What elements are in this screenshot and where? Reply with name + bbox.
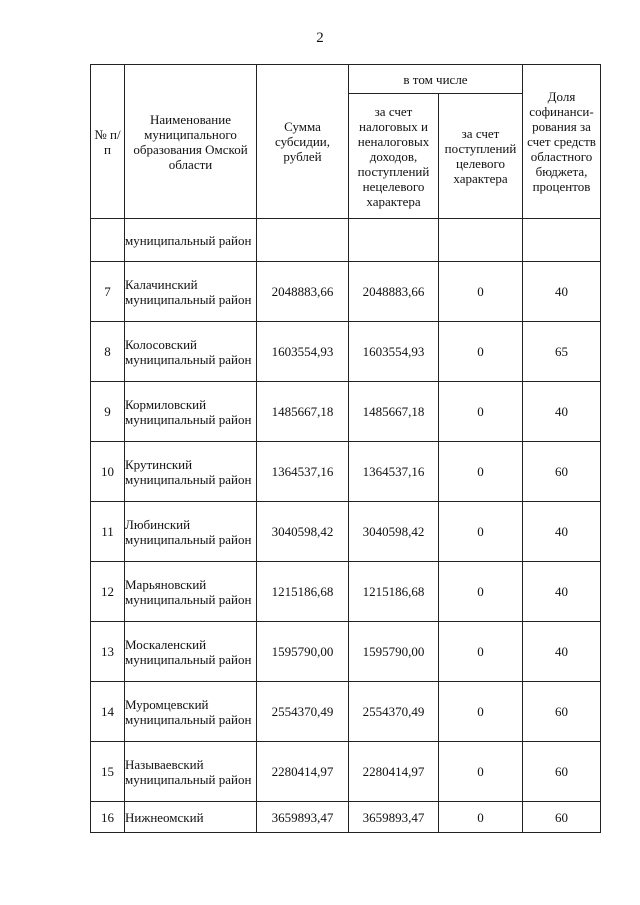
cell-share: 40 — [523, 622, 601, 682]
cell-sum: 1364537,16 — [257, 442, 349, 502]
cell-sum: 1603554,93 — [257, 322, 349, 382]
cell-share: 65 — [523, 322, 601, 382]
cell-target — [439, 219, 523, 262]
header-including: в том числе — [349, 65, 523, 94]
cell-nontarget: 2554370,49 — [349, 682, 439, 742]
cell-municipality: Москаленский муниципальный район — [125, 622, 257, 682]
cell-municipality: Марьяновский муниципальный район — [125, 562, 257, 622]
cell-share: 40 — [523, 562, 601, 622]
table-row — [91, 442, 601, 502]
cell-number: 7 — [91, 262, 125, 322]
table-row-continuation — [91, 219, 601, 262]
cell-target: 0 — [439, 562, 523, 622]
cell-municipality: Любинский муниципальный район — [125, 502, 257, 562]
table-row-last — [91, 802, 601, 833]
cell-nontarget: 1485667,18 — [349, 382, 439, 442]
cell-number: 14 — [91, 682, 125, 742]
cell-sum: 1595790,00 — [257, 622, 349, 682]
cell-sum — [257, 219, 349, 262]
cell-target: 0 — [439, 442, 523, 502]
cell-municipality: Калачинский муниципальный район — [125, 262, 257, 322]
table-row — [91, 382, 601, 442]
subsidy-table — [90, 64, 601, 833]
table-row — [91, 622, 601, 682]
cell-number: 13 — [91, 622, 125, 682]
cell-nontarget: 1364537,16 — [349, 442, 439, 502]
cell-share: 60 — [523, 442, 601, 502]
cell-sum: 1485667,18 — [257, 382, 349, 442]
cell-target: 0 — [439, 382, 523, 442]
cell-municipality: муниципальный район — [125, 219, 257, 262]
cell-sum: 2280414,97 — [257, 742, 349, 802]
cell-municipality: Называевский муниципальный район — [125, 742, 257, 802]
cell-target: 0 — [439, 262, 523, 322]
cell-number: 15 — [91, 742, 125, 802]
cell-number: 10 — [91, 442, 125, 502]
cell-number — [91, 219, 125, 262]
cell-share — [523, 219, 601, 262]
table-row — [91, 502, 601, 562]
cell-sum: 2554370,49 — [257, 682, 349, 742]
cell-share: 60 — [523, 682, 601, 742]
header-nontarget-income: за счет налоговых и неналоговых доходов, поступлений нецелевого характера — [349, 94, 439, 219]
cell-municipality: Колосовский муниципальный район — [125, 322, 257, 382]
cell-nontarget: 3040598,42 — [349, 502, 439, 562]
cell-sum: 3040598,42 — [257, 502, 349, 562]
table-row — [91, 262, 601, 322]
header-number: № п/п — [91, 65, 125, 219]
cell-number: 9 — [91, 382, 125, 442]
cell-nontarget: 1603554,93 — [349, 322, 439, 382]
cell-number: 16 — [91, 802, 125, 833]
cell-target: 0 — [439, 502, 523, 562]
table-row — [91, 742, 601, 802]
header-municipality: Наименование муниципального образования Омской области — [125, 65, 257, 219]
cell-target: 0 — [439, 802, 523, 833]
page-number: 2 — [316, 30, 324, 46]
cell-nontarget: 3659893,47 — [349, 802, 439, 833]
header-cofinancing-share: Доля софинанси-рования за счет средств областного бюджета, процентов — [523, 65, 601, 219]
cell-number: 12 — [91, 562, 125, 622]
cell-sum: 2048883,66 — [257, 262, 349, 322]
cell-nontarget: 2280414,97 — [349, 742, 439, 802]
cell-nontarget: 1595790,00 — [349, 622, 439, 682]
cell-nontarget: 1215186,68 — [349, 562, 439, 622]
cell-nontarget: 2048883,66 — [349, 262, 439, 322]
cell-target: 0 — [439, 622, 523, 682]
cell-number: 11 — [91, 502, 125, 562]
cell-share: 60 — [523, 742, 601, 802]
header-subsidy-sum: Сумма субсидии, рублей — [257, 65, 349, 219]
table-row — [91, 322, 601, 382]
cell-municipality: Нижнеомский — [125, 802, 257, 833]
cell-target: 0 — [439, 322, 523, 382]
table-row — [91, 562, 601, 622]
cell-municipality: Муромцевский муниципальный район — [125, 682, 257, 742]
header-target-income: за счет поступлений целевого характера — [439, 94, 523, 219]
cell-share: 40 — [523, 262, 601, 322]
cell-target: 0 — [439, 682, 523, 742]
cell-nontarget — [349, 219, 439, 262]
cell-municipality: Кормиловский муниципальный район — [125, 382, 257, 442]
table-row — [91, 682, 601, 742]
cell-target: 0 — [439, 742, 523, 802]
cell-share: 40 — [523, 382, 601, 442]
cell-municipality: Крутинский муниципальный район — [125, 442, 257, 502]
cell-sum: 1215186,68 — [257, 562, 349, 622]
cell-share: 60 — [523, 802, 601, 833]
cell-share: 40 — [523, 502, 601, 562]
cell-sum: 3659893,47 — [257, 802, 349, 833]
cell-number: 8 — [91, 322, 125, 382]
